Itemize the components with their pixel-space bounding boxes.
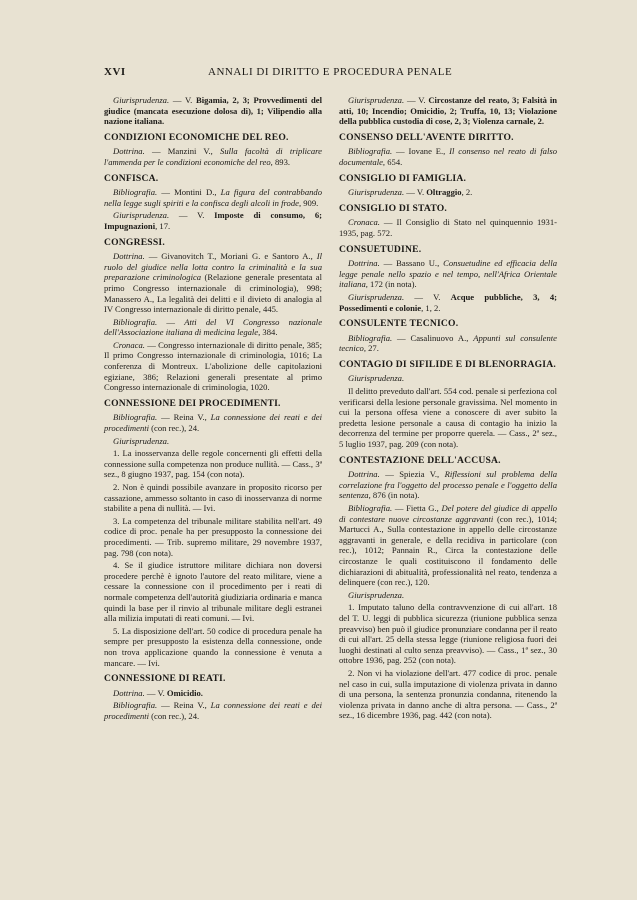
- entry-paragraph: Giurisprudenza. — V. Imposte di consumo, 6; Impugnazioni, 17.: [104, 210, 322, 231]
- running-title: ANNALI DI DIRITTO E PROCEDURA PENALE: [208, 66, 453, 78]
- entry-paragraph: Giurisprudenza. — V. Bigamia, 2, 3; Provvedimenti del giudice (mancata esecuzione dolosa di), 1; Vilipendio alla nazione italiana.: [104, 95, 322, 127]
- entry-paragraph: Dottrina. — Givanovitch T., Moriani G. e Santoro A., Il ruolo del giudice nella lotta contro la criminalità e la sua preparazione criminologica (Relazione generale presentata al primo Congresso internazionale di criminologia), 998; Manassero A., La legalità dei delitti e il divieto di analogia al IV Congresso internazionale di diritto penale, 445.: [104, 251, 322, 315]
- entry-paragraph: Dottrina. — V. Omicidio.: [113, 687, 203, 698]
- section-heading: CONFISCA.: [104, 172, 159, 184]
- section-heading: CONNESSIONE DEI PROCEDIMENTI.: [104, 397, 281, 409]
- section-heading: CONGRESSI.: [104, 236, 165, 248]
- section-heading: CONSIGLIO DI FAMIGLIA.: [339, 172, 467, 184]
- entry-paragraph: 1. La inosservanza delle regole concernenti gli effetti della connessione sulla competenza non produce nullità. — Cass., 3ª sez., 8 giugno 1937, pag. 154 (con nota).: [104, 448, 322, 480]
- entry-paragraph: 2. Non vi ha violazione dell'art. 477 codice di proc. penale nel caso in cui, sulla imputazione di violenza privata in danno di una persona, la sentenza pronunzia condanna, ritenendo la violenza privata in danno anche di altra persona. — Cass., 2ª sez., 16 dicembre 1936, pag. 442 (con nota).: [339, 667, 557, 721]
- entry-paragraph: Dottrina. — Manzini V., Sulla facoltà di triplicare l'ammenda per le condizioni economiche del reo, 893.: [104, 146, 322, 167]
- section-heading: CONSENSO DELL'AVENTE DIRITTO.: [339, 131, 514, 143]
- left-column: [104, 95, 322, 723]
- section-heading: CONSULENTE TECNICO.: [339, 318, 459, 330]
- section-heading: CONSUETUDINE.: [339, 243, 422, 255]
- entry-paragraph: Giurisprudenza. — V. Circostanze del reato, 3; Falsità in atti, 10; Incendio; Omicidio, 2; Truffa, 10, 13; Violazione della pubblica custodia di cose, 2, 3; Violenza carnale, 2.: [339, 95, 557, 127]
- entry-paragraph: Giurisprudenza.: [113, 435, 170, 446]
- right-column: [339, 95, 557, 723]
- entry-paragraph: 2. Non è quindi possibile avanzare in proposito ricorso per cassazione, ammesso soltanto in caso di inosservanza di norme stabilite a pena di nullità. — Ivi.: [104, 482, 322, 514]
- entry-paragraph: 4. Se il giudice istruttore militare dichiara non doversi procedere perchè è ignoto l'autore del reato militare, viene a cessare la connessione con il procedimento per i reati di normale competenza dell'autorità giudiziaria ordinaria e manca quindi la base per il rinvio al tribunale militare degli estranei alla milizia imputati di reati comuni. — Ivi.: [104, 560, 322, 624]
- page-number: XVI: [104, 66, 126, 78]
- section-heading: CONNESSIONE DI REATI.: [104, 673, 226, 685]
- entry-paragraph: Bibliografia. — Montini D., La figura del contrabbando nella legge sugli spiriti e la confisca degli alcoli in frode, 909.: [104, 187, 323, 208]
- section-heading: CONSIGLIO DI STATO.: [339, 202, 448, 214]
- entry-paragraph: 1. Imputato taluno della contravvenzione di cui all'art. 18 del T. U. leggi di pubblica sicurezza (riunione pubblica senza preavviso) ben può il giudice pronunziare condanna per il reato di cui all'art. 25 della stessa legge (riunione religiosa fuori dei luoghi destinati al culto senza preavviso). — Cass., 1ª sez., 30 ottobre 1936, pag. 252 (con nota).: [339, 602, 557, 666]
- entry-paragraph: Dottrina. — Spiezia V., Riflessioni sul problema della correlazione fra l'oggetto del processo penale e l'oggetto della sentenza, 876 (in nota).: [339, 469, 558, 501]
- entry-paragraph: Dottrina. — Bassano U., Consuetudine ed efficacia della legge penale nello spazio e nel tempo, nell'Africa Orientale italiana, 172 (in nota).: [339, 258, 557, 290]
- entry-paragraph: Bibliografia. — Fietta G., Del potere del giudice di appello di contestare nuove circostanze aggravanti (con rec.), 1014; Martucci A., Sulla contestazione in appello delle circostanze aggravanti in generale, e della recidiva in particolare (con rec.), 1012; Pannain R., Circa la contestazione delle circostanze le quali costituiscono il fondamento delle dichiarazioni di abitualità, professionalità nel reato, tendenza a delinquere (con rec.), 120.: [339, 503, 558, 588]
- entry-paragraph: Giurisprudenza. — V. Acque pubbliche, 3, 4; Possedimenti e colonie, 1, 2.: [339, 291, 557, 313]
- entry-paragraph: Cronaca. — Il Consiglio di Stato nel quinquennio 1931-1935, pag. 572.: [339, 217, 557, 238]
- entry-paragraph: 5. La disposizione dell'art. 50 codice di procedura penale ha sempre per presupposto la esistenza della connessione, onde non trova applicazione quando la connessione è venuta a mancare. — Ivi.: [104, 625, 322, 668]
- section-heading: CONTESTAZIONE DELL'ACCUSA.: [339, 454, 501, 466]
- entry-paragraph: Bibliografia. — Reina V., La connessione dei reati e dei procedimenti (con rec.), 24.: [104, 412, 322, 434]
- entry-paragraph: Bibliografia. — Reina V., La connessione dei reati e dei procedimenti (con rec.), 24.: [104, 700, 322, 721]
- entry-paragraph: 3. La competenza del tribunale militare stabilita nell'art. 49 codice di proc. penale ha per presupposto la connessione dei procedimenti. — Trib. supremo militare, 29 novembre 1937, pag. 798 (con nota).: [104, 515, 322, 558]
- entry-paragraph: Cronaca. — Congresso internazionale di diritto penale, 385; Il primo Congresso internazionale di criminologia, 1016; La conferenza di Montreux. L'abolizione delle capitolazioni egiziane, 386; Relazioni generali presentate al primo Congresso internazionale di criminologia, 1020.: [104, 339, 322, 393]
- section-heading: CONTAGIO DI SIFILIDE E DI BLENORRAGIA.: [339, 358, 556, 370]
- entry-paragraph: Bibliografia. — Casalinuovo A., Appunti sul consulente tecnico, 27.: [339, 332, 557, 354]
- entry-paragraph: Giurisprudenza. — V. Oltraggio, 2.: [348, 187, 473, 198]
- section-heading: CONDIZIONI ECONOMICHE DEL REO.: [104, 131, 289, 143]
- entry-paragraph: Bibliografia. — Iovane E., Il consenso nel reato di falso documentale, 654.: [339, 146, 557, 167]
- entry-paragraph: Bibliografia. — Atti del VI Congresso nazionale dell'Associazione italiana di medicina legale, 384.: [104, 316, 323, 338]
- entry-paragraph: Giurisprudenza.: [348, 589, 405, 600]
- entry-paragraph: Giurisprudenza.: [348, 373, 405, 384]
- entry-paragraph: Il delitto preveduto dall'art. 554 cod. penale si perfeziona col verificarsi della lesione personale gravissima. Nel momento in cui la persona offesa viene a conoscere di aver subito la predetta lesione personale a causa di contagio ha inizio la decorrenza del termine per proporre querela. — Cass., 2ª sez., 5 luglio 1937, pag. 209 (con nota).: [339, 386, 557, 450]
